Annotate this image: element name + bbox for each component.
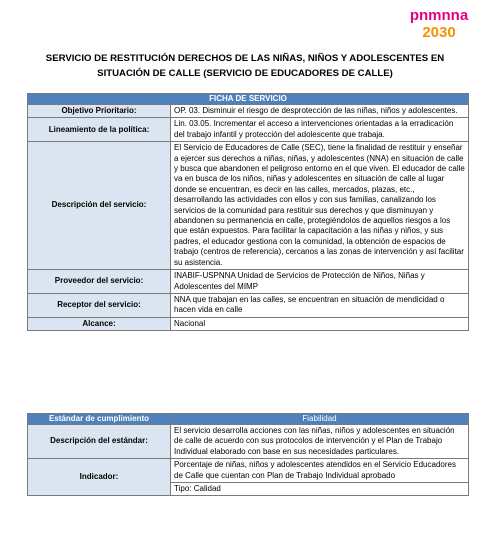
row-label: Receptor del servicio: — [28, 293, 171, 317]
row-label: Proveedor del servicio: — [28, 270, 171, 294]
estandar-de-cumplimiento-table — [27, 413, 469, 496]
estandar-header: Estándar de cumplimiento — [28, 414, 171, 425]
row-label: Lineamiento de la política: — [28, 118, 171, 142]
row-value: INABIF-USPNNA Unidad de Servicios de Protección de Niños, Niñas y Adolescentes del MIMP — [171, 270, 469, 294]
row-value: Porcentaje de niñas, niños y adolescentes atendidos en el Servicio Educadores de Calle que cuentan con Plan de Trabajo Individual aprobado — [171, 459, 469, 483]
pnmnna-logo — [400, 4, 478, 42]
table-row — [28, 293, 469, 317]
logo-text-pnmnna: pnmnna — [409, 7, 469, 24]
row-value: NNA que trabajan en las calles, se encuentran en situación de mendicidad o hacen vida en calle — [171, 293, 469, 317]
table-row — [28, 317, 469, 330]
row-label: Indicador: — [28, 459, 171, 496]
fiabilidad-header: Fiabilidad — [171, 414, 469, 425]
row-label: Descripción del estándar: — [28, 425, 171, 459]
table-row — [28, 105, 469, 118]
row-label: Alcance: — [28, 317, 171, 330]
table-row — [28, 142, 469, 270]
page-title: SERVICIO DE RESTITUCIÓN DERECHOS DE LAS NIÑAS, NIÑOS Y ADOLESCENTES EN SITUACIÓN DE CALLE (SERVICIO DE EDUCADORES DE CALLE) — [45, 53, 445, 79]
table-row — [28, 459, 469, 483]
tipo-value: Tipo: Calidad — [171, 483, 469, 496]
row-value: El servicio desarrolla acciones con las niñas, niños y adolescentes en situación de calle de acuerdo con sus protocolos de intervención y el Plan de Trabajo Individual elaborado con base en sus necesidades particulares. — [171, 425, 469, 459]
row-label: Descripción del servicio: — [28, 142, 171, 270]
row-value: Nacional — [171, 317, 469, 330]
row-value: OP. 03. Disminuir el riesgo de desprotección de las niñas, niños y adolescentes. — [171, 105, 469, 118]
row-label: Objetivo Prioritario: — [28, 105, 171, 118]
table-row — [28, 425, 469, 459]
row-value: Lin. 03.05. Incrementar el acceso a intervenciones orientadas a la erradicación del trabajo infantil y protección del adolescente que trabaja. — [171, 118, 469, 142]
ficha-de-servicio-table — [27, 93, 469, 331]
table-row — [28, 118, 469, 142]
table-row — [28, 270, 469, 294]
ficha-header: FICHA DE SERVICIO — [28, 94, 469, 105]
logo-text-2030: 2030 — [422, 24, 456, 41]
row-value: El Servicio de Educadores de Calle (SEC), tiene la finalidad de restituir y enseñar a ejercer sus derechos a niñas, niñas, y adolescentes (NNA) en situación de calle y busca que abandonen el peligroso entorno en el que viven. El educador de calle va en busca de los niños, niñas y adolescentes en situación de calle al lugar donde se encuentran, es decir en las calles, mercados, plazas, etc., desarrollando las actividades con ellos y con sus familias, canalizando los servicios de la comunidad para restituir sus derechos y que disminuyan y abandonen su permanencia en calle, protegiéndolos de aquellos riesgos a los que están expuestos. Para facilitar la capacitación a las niñas y niños, y sus padres, el educador gestiona con la comunidad, la obtención de espacios de trabajo (centros de referencia), cercanos a las zonas de intervención y así facilitar su asistencia. — [171, 142, 469, 270]
